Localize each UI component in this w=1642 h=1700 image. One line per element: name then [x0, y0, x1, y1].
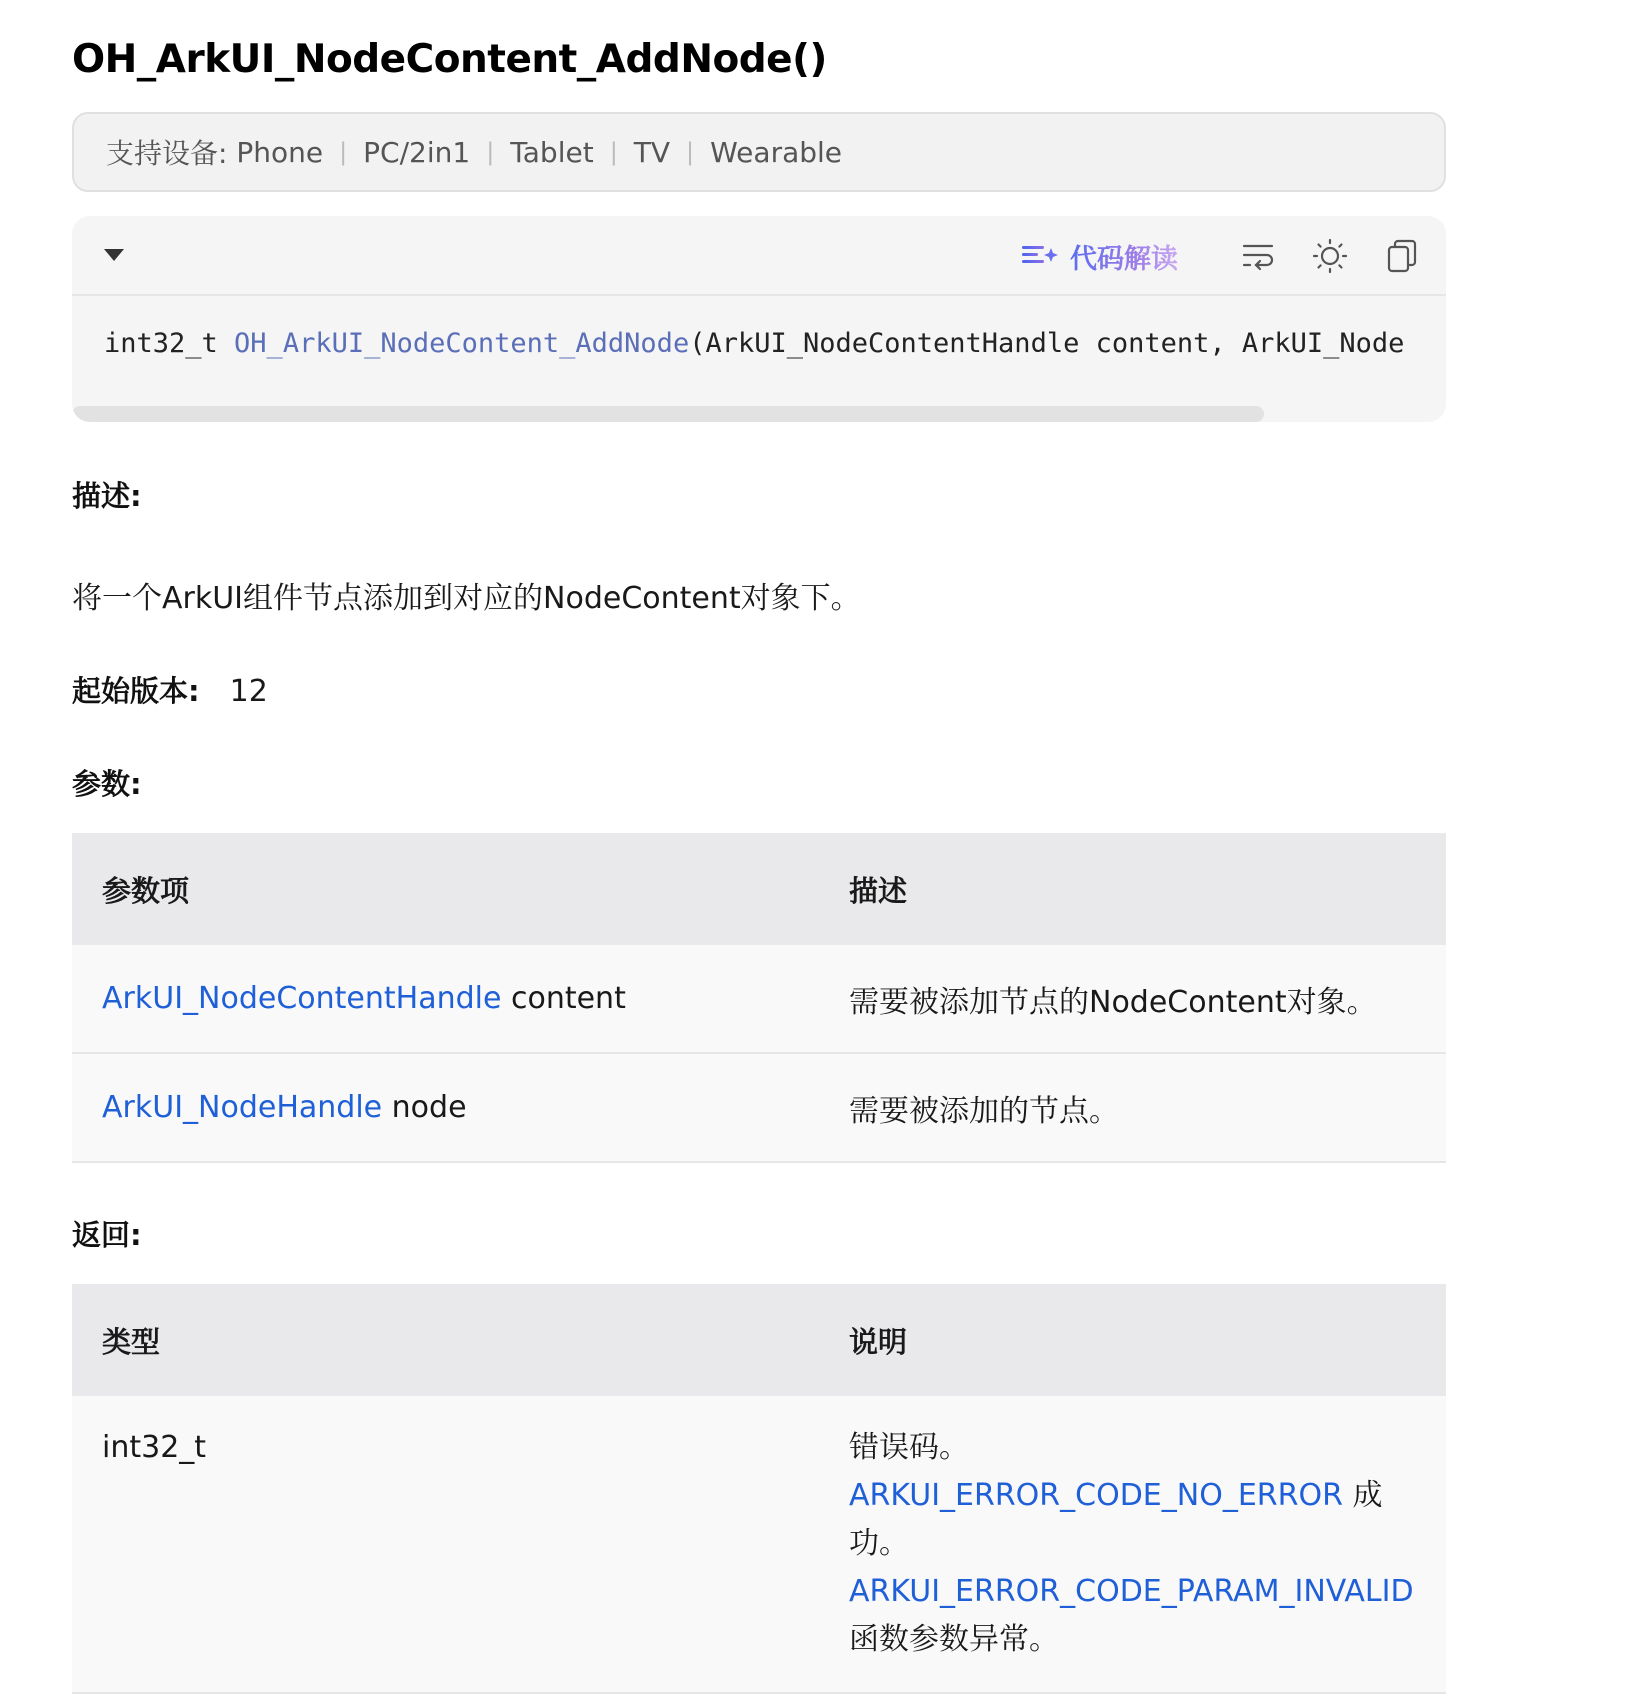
device-phone: Phone: [236, 135, 324, 169]
code-signature: [104, 328, 1404, 359]
since-label: 起始版本:: [72, 674, 200, 708]
return-desc-intro: 错误码。: [849, 1430, 969, 1465]
code-interpret-button[interactable]: [1020, 237, 1178, 276]
return-type-cell: int32_t: [72, 1396, 819, 1693]
error-code-link[interactable]: ARKUI_ERROR_CODE_PARAM_INVALID: [849, 1574, 1414, 1609]
api-doc-page: [72, 0, 1446, 1694]
device-separator: |: [339, 138, 348, 166]
error-code-meaning: 成功。: [849, 1478, 1383, 1561]
horizontal-scrollbar[interactable]: [72, 406, 1446, 422]
device-separator: |: [486, 138, 495, 166]
param-desc-cell: 需要被添加节点的NodeContent对象。: [819, 945, 1446, 1053]
ai-sparkle-icon: [1020, 240, 1060, 272]
param-name: content: [501, 981, 626, 1016]
param-cell: [72, 945, 819, 1053]
code-block: [72, 216, 1446, 422]
params-heading: 参数:: [72, 767, 142, 801]
returns-header-type: 类型: [72, 1284, 819, 1396]
device-tablet: Tablet: [510, 135, 594, 169]
table-row: [72, 945, 1446, 1053]
param-cell: [72, 1053, 819, 1162]
copy-icon[interactable]: [1380, 234, 1424, 278]
devices-prefix: 支持设备:: [106, 137, 228, 170]
error-code-meaning: 函数参数异常。: [849, 1622, 1059, 1657]
code-toolbar: [72, 216, 1446, 296]
table-row: [72, 1396, 1446, 1693]
returns-heading: 返回:: [72, 1218, 142, 1252]
table-row: [72, 1053, 1446, 1162]
param-desc-cell: 需要被添加的节点。: [819, 1053, 1446, 1162]
params-header-item: 参数项: [72, 833, 819, 945]
error-code-link[interactable]: ARKUI_ERROR_CODE_NO_ERROR: [849, 1478, 1343, 1513]
theme-toggle-icon[interactable]: [1308, 234, 1352, 278]
params-header-row: [72, 833, 1446, 945]
description-text: 将一个ArkUI组件节点添加到对应的NodeContent对象下。: [72, 581, 861, 616]
since-value: 12: [229, 674, 268, 709]
code-return-type: int32_t: [104, 328, 235, 359]
param-type-link[interactable]: ArkUI_NodeHandle: [102, 1090, 383, 1125]
page-title: OH_ArkUI_NodeContent_AddNode(): [72, 37, 827, 82]
device-tv: TV: [633, 135, 671, 169]
returns-header-row: [72, 1284, 1446, 1396]
device-separator: |: [609, 138, 618, 166]
device-pc: PC/2in1: [363, 135, 471, 169]
params-table: [72, 833, 1446, 1163]
description-heading: 描述:: [72, 479, 142, 513]
collapse-toggle-icon[interactable]: [102, 245, 126, 265]
param-type-link[interactable]: ArkUI_NodeContentHandle: [102, 981, 502, 1016]
returns-header-desc: 说明: [819, 1284, 1446, 1396]
supported-devices-bar: [72, 112, 1446, 192]
returns-table: [72, 1284, 1446, 1694]
device-separator: |: [686, 138, 695, 166]
code-interpret-label: 代码解读: [1070, 237, 1178, 276]
code-function-name: OH_ArkUI_NodeContent_AddNode: [234, 328, 690, 359]
params-header-desc: 描述: [819, 833, 1446, 945]
return-desc-cell: [819, 1396, 1446, 1693]
code-tools: [1020, 234, 1424, 278]
param-name: node: [382, 1090, 467, 1125]
word-wrap-icon[interactable]: [1236, 234, 1280, 278]
scrollbar-thumb[interactable]: [72, 406, 1264, 422]
since-version: [72, 669, 1446, 710]
device-wearable: Wearable: [710, 135, 843, 169]
code-parameters: (ArkUI_NodeContentHandle content, ArkUI_Node: [689, 328, 1405, 359]
